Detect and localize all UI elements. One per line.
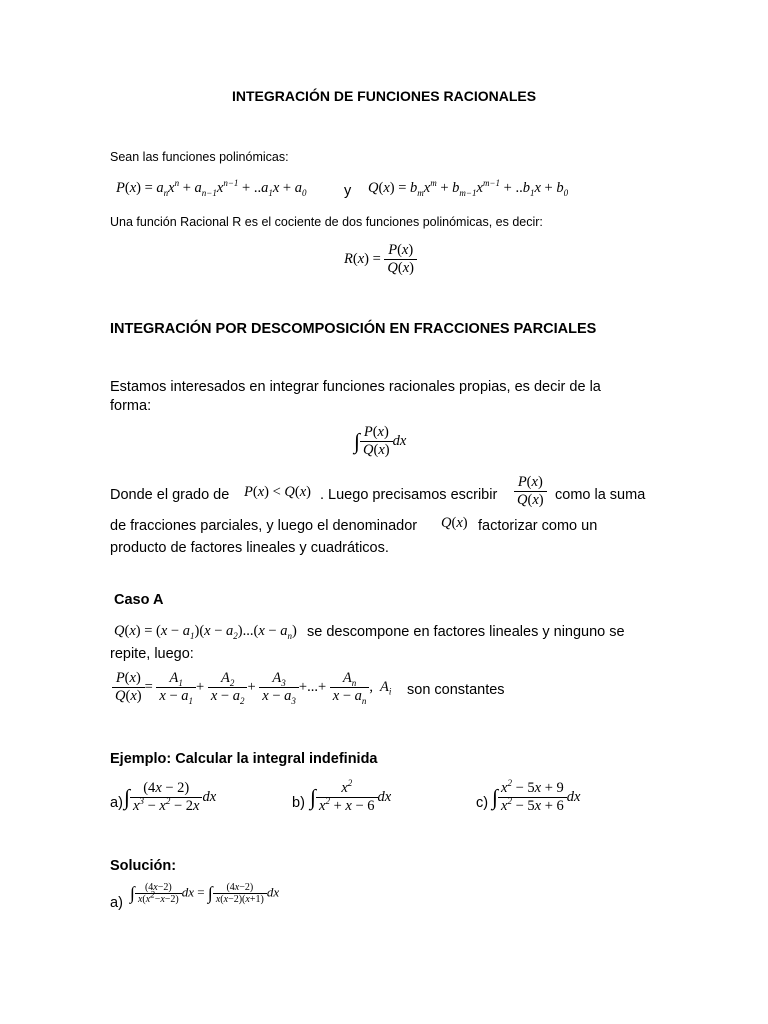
denominator-q: Q(x) xyxy=(441,515,468,531)
case-a-factorization: $Q(x) = (x - a_1)(x - a_2)...(x - a_n)$ xyxy=(114,623,297,641)
connector-y: y xyxy=(344,183,352,199)
paragraph-3-b: factorizar como un xyxy=(478,518,598,534)
rational-formula: R(x) = $\frac{P(x)}{Q(x)}$ xyxy=(344,242,417,277)
paragraph-2-b: . Luego precisamos escribir xyxy=(320,487,498,503)
case-a-text-1: se descompone en factores lineales y ninguno se xyxy=(307,624,625,640)
paragraph-2-a: Donde el grado de xyxy=(110,487,230,503)
example-a-label: a) xyxy=(110,795,123,811)
constants-text: son constantes xyxy=(407,682,505,698)
rational-definition: Una función Racional R es el cociente de dos funciones polinómicas, es decir: xyxy=(110,215,543,229)
section-heading: INTEGRACIÓN POR DESCOMPOSICIÓN EN FRACCIONES PARCIALES xyxy=(110,321,597,337)
case-a-text-2: repite, luego: xyxy=(110,646,194,662)
example-c-label: c) xyxy=(476,795,489,811)
example-heading: Ejemplo: Calcular la integral indefinida xyxy=(110,751,378,767)
polynomial-p-formula: $P(x) = a_nx^n + a_{n-1}x^{n-1} + ..a_1x + a_0$ xyxy=(116,178,307,198)
degree-inequality: P(x) < Q(x) xyxy=(244,484,312,500)
paragraph-1-line-2: forma: xyxy=(110,398,152,414)
example-c-integral: ∫ $\frac{x^2 - 5x + 9}{x^2 - 5x + 6}$ dx xyxy=(492,778,581,814)
example-b-integral: ∫ $\frac{x^2}{x^2 + x - 6}$ dx xyxy=(310,778,392,814)
integral-formula: ∫ $\frac{P(x)}{Q(x)}$ dx xyxy=(354,424,407,458)
paragraph-3-a: de fracciones parciales, y luego el denominador xyxy=(110,518,418,534)
partial-fraction-expansion: $\frac{P(x)}{Q(x)}$ = $\frac{A_1}{x - a_1}$ + $\frac{A_2}{x - a_2}$ + $\frac{A_3}{x - a_3}$ +...+ $\frac{A_n}{x - a_n}$ , $A_i$ xyxy=(112,670,391,705)
paragraph-1-line-1: Estamos interesados en integrar funciones racionales propias, es decir de la xyxy=(110,379,601,395)
example-b-label: b) xyxy=(292,795,305,811)
solution-heading: Solución: xyxy=(110,858,177,874)
case-a-heading: Caso A xyxy=(114,592,164,608)
page-title: INTEGRACIÓN DE FUNCIONES RACIONALES xyxy=(231,88,537,104)
example-a-integral: ∫ $\frac{(4x - 2)}{x^3 - x^2 - 2x}$ dx xyxy=(124,780,217,814)
fraction-p-over-q: $\frac{P(x)}{Q(x)}$ xyxy=(514,474,547,509)
paragraph-2-c: como la suma xyxy=(555,487,646,503)
solution-a-label: a) xyxy=(110,895,123,911)
solution-a-formula: ∫ $\frac{(4x-2)}{x(x^2-x-2)}$ dx = ∫ $\frac{(4x-2)}{x(x-2)(x+1)}$ dx xyxy=(130,882,280,905)
polynomial-q-formula: $Q(x) = b_mx^m + b_{m-1}x^{m-1} + ..b_1x + b_0$ xyxy=(368,178,569,198)
paragraph-3-c: producto de factores lineales y cuadráticos. xyxy=(110,540,389,556)
intro-label: Sean las funciones polinómicas: xyxy=(110,150,289,164)
